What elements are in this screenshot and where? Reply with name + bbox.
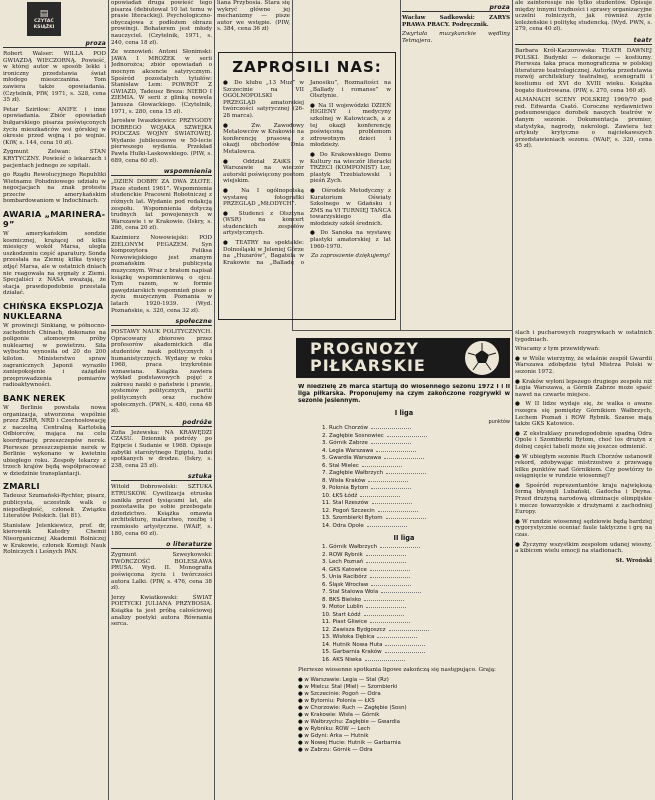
league-2-title: II liga [393, 534, 415, 542]
points-blank [387, 436, 427, 437]
team-row [322, 604, 510, 612]
match-row-label: ● w Nowej Hucie: Hutnik — Garbarnia [298, 739, 401, 746]
obituary-text: Tadeusz Szumański-Rychter, pisarz, publicysta, uczestnik walk o niepodległość, członek Związku Literatów Polskich. (lat 81). [3, 493, 106, 520]
section-label: sztuka [111, 473, 212, 481]
badge-label: CZYTAĆ KSIĄŻKI [33, 19, 55, 30]
column-rule [108, 0, 109, 800]
invitation-item: ● TEATRY na spektakle: Dolnośląski w Jeleniej Górze na „Huzarów”, Bagatela w Krakowie na „Balladę o Janosiku”, Rozmaitości na „Ballady i romanse” w Olsztynie. [223, 80, 391, 266]
football-forecast-header [296, 334, 510, 382]
team-row-label: 12. Zawisza Bydgoszcz [322, 626, 386, 633]
section-rule [292, 330, 512, 331]
invitation-item: ● Do klubu „13 Muz” w Szczecinie na VII OGÓLNOPOLSKI PRZEGLĄD amatorskiej twórczości satyrycznej (26-28 marca). [223, 80, 304, 119]
team-row [322, 634, 510, 642]
team-row [322, 612, 510, 620]
match-row [298, 733, 510, 740]
team-row-label: 7. Zagłębie Wałbrzych [322, 470, 384, 476]
review-text: ALMANACH SCENY POLSKIEJ 1969/70 pod red. Edwarda Csató. Coroczne wydawnictwo podsumowujące dorobek naszych teatrów w danym sezonie. Dokumentacja premier, statystyka, nagrody, nekrologi. Zawiera też artykuły krytyczne o najciekawszych przedstawieniach sezonu. (WAiF, s. 320, cena 45 zł). [515, 97, 652, 150]
forecast-title [310, 340, 426, 374]
team-row [322, 657, 510, 665]
invitation-thanks: Za zaproszenie dziękujemy! [311, 253, 390, 260]
match-row-label: ● w Krakowie: Wisła — Górnik [298, 711, 380, 718]
news-text: W prowincji Sinkiang, w północno-zachodnich Chinach, dokonano na poligonie atomowym próby nuklearnej w powietrzu. Siła wybuchu wynosiła od 20 do 200 kiloton. Ministerstwo spraw zagranicznych Japonii wyraziło zaniepokojenie i zażądało przeprowadzenia pomiarów radioaktywności. [3, 323, 106, 389]
team-row [322, 589, 510, 597]
team-row-label: 2. Zagłębie Sosnowiec [322, 432, 384, 439]
team-row [322, 463, 510, 471]
points-blank [370, 622, 410, 623]
points-blank [371, 428, 411, 429]
points-blank [385, 645, 425, 646]
forecast-text: ● Życzymy wszystkim zespołom udanej wiosny, a kibicom wielu emocji na stadionach. [515, 541, 652, 555]
review-text: Jerzy Kwiatkowski: ŚWIAT POETYCKI JULIANA PRZYBOSIA. Książka ta jest próbą całościowej analizy poetyki autora Równania serca. [111, 594, 212, 628]
match-row [298, 677, 510, 684]
column-rule [400, 0, 401, 330]
column-2 [111, 0, 212, 800]
league-1-table [298, 425, 510, 530]
invitation-item: ● Zw. Zawodowy Metalowców w Krakowie na konferencję prasową z okazji obchodów Dnia Metalowca. [223, 122, 304, 155]
column-rule [512, 0, 513, 800]
invitations-title: ZAPROSILI NAS: [232, 58, 382, 76]
team-row [322, 515, 510, 523]
match-row-label: ● w Szczecinie: Pogoń — Odra [298, 690, 381, 697]
invitations-box [218, 52, 396, 320]
review-text: Wacław Sadkowski: ZARYS PRAWA PRACY. Podręcznik. [402, 15, 510, 28]
team-row [322, 485, 510, 493]
review-text: Jarosław Iwaszkiewicz: PRZYGODY DOBREGO WOJAKA SZWEJKA PODCZAS WOJNY ŚWIATOWEJ. Wydanie jubileuszowe w 50-lecie pierwszego wydania. Przekład Pawła Hulki-Laskowskiego. (PIW, s. 689, cena 60 zł). [111, 118, 212, 164]
team-row [322, 478, 510, 486]
forecast-title-line2: PIŁKARSKIE [310, 356, 426, 375]
invitation-item: ● Oddział ZAiKS w Warszawie na wieczór autorski poświęcony poetom wiejskim. [223, 158, 304, 185]
review-text: Kazimierz Nowowiejski: POD ZIELONYM PEGAZEM. Syn kompozytora Feliksa Nowowiejskiego jest znanym poznańskim publicystą muzycznym. Wraz z bratem napisał książkę wspomnieniową o ojcu. Tym razem, w formie gawędziarskich wspomnień pisze o życiu muzycznym Poznania w latach 1920-1939. (Wyd. Poznańskie, s. 320, cena 32 zł). [111, 235, 212, 314]
review-text: Zofia Jeżewska: NA KRAWĘDZI CZASU. Dziennik podróży po Egipcie i Sudanie w 1968. Opisuje zabytki starożytnego Egiptu, ludzi spotkanych w drodze. (Iskry, s. 238, cena 25 zł). [111, 429, 212, 469]
points-blank [366, 562, 406, 563]
league-1-title: I liga [394, 409, 414, 417]
match-row [298, 740, 510, 747]
points-blank [364, 600, 404, 601]
team-row-label: 9. Polonia Bytom [322, 485, 369, 491]
forecast-title-line1: PROGNOZY [310, 339, 419, 358]
football-icon [464, 340, 500, 376]
match-row [298, 684, 510, 691]
team-row-label: 11. Piast Gliwice [322, 619, 368, 625]
team-row-label: 10. Start Łódź [322, 611, 361, 618]
team-row [322, 425, 510, 433]
review-text: Robert Walser: WILLA POD GWIAZDĄ WIECZORNĄ. Powieść, w której autor w sposób lekki i ironiczny przedstawia świat młodego mieszczanina. Tom zawiera także opowiadania. (Czytelnik, PIW, 1971, s. 328, cena 35 zł). [3, 51, 106, 104]
match-row-label: ● w Gdyni: Arka — Hutnik [298, 732, 369, 739]
review-text: opowiadań druga powieść tego pisarza (debiutował 10 lat temu w prasie literackiej). Psychologiczno-obyczajowa z podłożem obrazu prowincji. Bohaterem jest młody nauczyciel. (Czytelnik, 1971, s. 240, cena 18 zł). [111, 0, 212, 46]
author-signature: St. Wroński [615, 557, 652, 564]
team-row-label: 15. Garbarnia Kraków [322, 649, 382, 655]
team-row-label: 1. Górnik Wałbrzych [322, 544, 378, 550]
invitation-item: ● Ośrodek Metodyczny z Kuratorium Oświaty Szkolnego w Gdańsku i ZMS na VI TURNIEJ TAŃCA towarzyskiego dla młodzieży szkół średnich. [310, 187, 391, 227]
points-blank [385, 652, 425, 653]
match-list [298, 677, 510, 754]
match-row-label: ● w Warszawie: Legia — Stal (Rz) [298, 676, 389, 683]
forecast-text: ● W ubiegłym sezonie Ruch Chorzów ustanowił rekord, zdobywając mistrzostwo z przewagą kilku punktów nad Górnikiem. Czy powtórzy to osiągnięcie w rundzie wiosennej? [515, 453, 652, 480]
team-row [322, 455, 510, 463]
team-row [322, 433, 510, 441]
review-text: „DZIEŃ DOBRY ZA DWA ZŁOTE. Pisze student 1961”. Wspomnienia studenckie Pracowni Robotniczej z różnych lat. Wydanie pod redakcją zespołu. Wspomnienia dotyczą trudnych lat powojennych w Warszawie i w Krakowie. (Iskry, s. 286, cena 20 zł). [111, 179, 212, 232]
team-row [322, 493, 510, 501]
column-rule [214, 0, 215, 800]
news-headline: AWARIA „MARINERA-9” [3, 209, 106, 230]
review-text: Petar Sziriłow: ANIFE i inne opowiadania. Zbiór opowiadań bułgarskiego pisarza poświęconych życiu mieszkańców wsi górskiej w okresie przed wojną i po wojnie. (KiW, s. 144, cena 10 zł). [3, 106, 106, 146]
points-blank [377, 637, 417, 638]
match-row [298, 719, 510, 726]
section-label: podróże [111, 419, 212, 427]
team-row [322, 544, 510, 552]
invitation-item: ● Na II wojewódzki DZIEŃ HIGIENY i medycyny szkolnej w Katowicach, a z tej okazji konferencję poświęconą problemom zdrowotnym dzieci i młodzieży. [310, 102, 391, 149]
points-blank [386, 473, 426, 474]
news-text: W Berlinie powstała nowa organizacja, utworzona wspólnie przez ZSRR, NRD i Czechosłowację z naczelną Centralną Kartoteką Odbiorców, mająca na celu koordynację przeszczepów nerek. Pierwsze przeszczepienie nerek w Berlinie wykonano w kwietniu ubiegłego roku. Zespoły lekarzy z trzech krajów będą współpracować w dziedzinie transplantacji. [3, 404, 106, 477]
invitation-item: ● Na I ogólnopolską wystawę fotografiki PRZEGLĄD „MŁODYCH”. [223, 187, 304, 208]
team-row-label: 7. Stal Stalowa Wola [322, 589, 379, 595]
forecast-text: ● Kraków wyłoni lepszego drugiego zespołu niż Legia Warszawa, a Górnik Zabrze może spaść nawet na czwarte miejsce. [515, 378, 652, 398]
forecast-text: ● W rundzie wiosennej sędziowie będą bardziej rygorystycznie oceniać faule taktyczne i grę na czas. [515, 518, 652, 539]
match-row [298, 712, 510, 719]
forecast-text: Wracamy z tym przewidywań: [515, 346, 600, 353]
points-blank [360, 496, 400, 497]
team-row [322, 559, 510, 567]
book-icon: ▤ [39, 9, 49, 19]
team-row-label: 1. Ruch Chorzów [322, 425, 369, 431]
obituary-text: Stanisław Jelenkiewicz, prof. dr, kierownik Katedry Chemii Nieorganicznej Akademii Rolniczej w Krakowie, członek Komisji Nauk Rolniczych i Leśnych PAN. [3, 522, 106, 556]
points-blank [362, 466, 402, 467]
match-row [298, 747, 510, 754]
section-label: wspomnienia [111, 168, 212, 176]
review-text: ale zainteresuje nie tylko studentów. Opisuje między innymi trudności i sprawy organizacyjne uczelni rolniczych, jak również życie koleżeńskie i politykę studencką. (Wyd. PWN, s. 279, cena 40 zł). [515, 0, 652, 33]
section-label: proza [402, 4, 510, 12]
points-blank [368, 481, 408, 482]
forecast-text: ● w Wiśle wierzymy, że właśnie zespół Gwardii Warszawa zdobędzie tytuł Mistrza Polski w sezonie 1972. [515, 355, 652, 375]
team-row [322, 508, 510, 516]
team-row-label: 3. Lech Poznań [322, 559, 364, 565]
review-text: liana Przybosia. Stara się wykryć główne jej mechanizmy — pisze autor we wstępie. (PIW, s. 384, cena 36 zł) [217, 0, 290, 33]
review-text: POSTAWY NAUK POLITYCZNYCH. Opracowany zbiorowo przez profesorów akademickich dla studentów nauk politycznych i humanistycznych. Wydany w roku 1968, praca trzykrotnie wznawiana. Książka zawiera wykład podstawowych pojęć z zakresu nauki o państwie i prawie, systemów politycznych, partii politycznych oraz ruchów społecznych. (PWN, s. 480, cena 48 zł). [111, 329, 212, 415]
matches-intro: Pierwsze wiosenne spotkania ligowe zakończą się następująco. Grają: [298, 667, 496, 673]
points-blank [380, 547, 420, 548]
section-label: teatr [515, 37, 652, 45]
news-headline: CHIŃSKA EKSPLOZJA NUKLEARNA [3, 301, 104, 321]
team-row [322, 500, 510, 508]
match-row [298, 698, 510, 705]
forecast-text: ● W II lidze wydaje się, że walka o awans rozegra się pomiędzy Górnikiem Wałbrzych, Lechem Poznań i ROW Rybnik. Szanse mają także GKS Katowice. [515, 401, 652, 428]
points-blank [386, 518, 426, 519]
review-text: Zygmunt Zelwan: STAN KRYTYCZNY. Powieść o lekarzach i pacjentach jednego ze szpitali. [3, 149, 106, 169]
team-row-label: 13. Szombierki Bytom [322, 515, 383, 521]
points-blank [367, 526, 407, 527]
team-row-label: 4. Legia Warszawa [322, 447, 374, 454]
forecast-intro: W niedzielę 26 marca startują do wiosennego sezonu 1972 I i II liga piłkarska. Proponujemy na czym zakończone rozgrywki w sezonie jesiennym. [298, 384, 510, 404]
team-row-label: 10. ŁKS Łódź [322, 492, 358, 499]
team-row [322, 574, 510, 582]
points-blank [378, 511, 418, 512]
team-row [322, 597, 510, 605]
match-row [298, 726, 510, 733]
team-row-label: 12. Pogoń Szczecin [322, 507, 375, 514]
league-2-table [298, 544, 510, 664]
points-blank [376, 451, 416, 452]
review-text: Barbara Król-Kaczorowska: TEATR DAWNEJ POLSKI. Budynki — dekoracje — kostiumy. Pierwsza taka praca monograficzna w polskiej literaturze teatrologicznej. Autorka przedstawia rozwój architektury teatralnej, scenografii i kostiumu od XVI do XVIII wieku. Książka bogato ilustrowana. (PIW, s. 270, cena 160 zł). [515, 47, 652, 94]
match-row-label: ● w Rybniku: ROW — Lech [298, 725, 371, 732]
team-row [322, 470, 510, 478]
team-row [322, 649, 510, 657]
column-6 [515, 330, 652, 798]
match-row [298, 705, 510, 712]
news-text: W amerykańskim sondzie kosmicznej, krążącej od kilku miesięcy wokół Marsa, uległa uszkodzeniu część aparatury. Sonda przesłała na Ziemię kilka tysięcy zdjęć Marsa, ale w ostatnich dniach nie reagowała na sygnały z Ziemi. Specjaliści z NASA uważają, że stacja prawdopodobnie przestała działać. [3, 231, 106, 297]
forecast-text: ● Spośród reprezentantów kraju największą formą błysnęli Lubański, Gadocha i Deyna. Przed drużyną narodową eliminacje olimpijskie i mecze towarzyskie z drużynami z zachodniej Europy. [515, 482, 652, 516]
points-blank [364, 615, 404, 616]
forecast-body [298, 384, 510, 798]
team-row-label: 5. Gwardia Warszawa [322, 455, 382, 461]
match-row-label: ● w Mielcu: Stal (Miel) — Szombierki [298, 683, 398, 690]
forecast-text: ● Z ekstraklasy prawdopodobnie spadną Odra Opole i Szombierki Bytom, choć los drużyn z dolnej części tabeli może się jeszcze odmienić. [515, 430, 652, 450]
points-blank [389, 630, 429, 631]
team-row [322, 523, 510, 531]
forecast-text: ślach i pucharowych rozgrywkach w ostatnich tygodniach. [515, 330, 652, 343]
points-blank [371, 585, 411, 586]
news-headline: ZMARLI [3, 481, 40, 492]
team-row-label: 5. Unia Racibórz [322, 574, 367, 580]
team-row [322, 642, 510, 650]
team-row [322, 552, 510, 560]
match-row-label: ● w Bytomiu: Polonia — ŁKS [298, 697, 375, 704]
points-blank [365, 660, 405, 661]
points-blank [370, 577, 410, 578]
books-badge [27, 2, 61, 36]
team-row-label: 4. GKS Katowice [322, 566, 367, 573]
points-blank [381, 592, 421, 593]
team-row-label: 16. AKS Niwka [322, 656, 362, 663]
review-text: Witold Dobrowolski: SZTUKA ETRUSKÓW. Cywilizacja etruska zanikła przed tysiącami lat, ale pozostawiła po sobie przebogate dziedzictwo. Książka omawia architekturę, malarstwo, rzeźbę i rzemiosło artystyczne. (WAiF, s. 180, cena 60 zł). [111, 484, 212, 537]
team-row-label: 2. ROW Rybnik [322, 551, 363, 558]
points-blank [366, 555, 406, 556]
match-row-label: ● w Chorzowie: Ruch — Zagłębie (Sosn) [298, 704, 407, 711]
team-row-label: 13. Wisłoka Dębica [322, 634, 375, 640]
review-text: Zygmunt Szweykowski: TWÓRCZOŚĆ BOLESŁAWA PRUSA. Wyd. II. Monografia poświęcona życiu i twórczości autora Lalki. (PIW, s. 476, cena 38 zł). [111, 552, 212, 592]
points-blank [384, 458, 424, 459]
team-row [322, 448, 510, 456]
team-row-label: 11. Stal Rzeszów [322, 500, 369, 506]
team-row-label: 14. Odra Opole [322, 522, 364, 529]
points-header: punktów [488, 419, 510, 425]
team-row-label: 8. BKS Bielsko [322, 596, 362, 603]
team-row-label: 14. Hutnik Nowa Huta [322, 641, 383, 648]
team-row-label: 6. Śląsk Wrocław [322, 581, 369, 588]
review-text: Ze wznowień: Antoni Słonimski: JAWA I MROŻEK w serii Jednorożca; zbiór opowiadań o mocnym akcencie satyrycznym. Spośród pozostałych tytułów: Stanisław Lem: POWRÓT Z GWIAZD, Tadeusz Breza: NIEBO I ZIEMIA. W serii z glinką nowela Janusza Głowackiego. (Czytelnik, 1971, s. 280, cena 15 zł). [111, 49, 212, 115]
team-row [322, 567, 510, 575]
column-5 [515, 0, 652, 328]
invitation-item: ● Do Sanoka na wystawę plastyki amatorskiej z lat 1960-1970. [310, 230, 391, 250]
column-1 [3, 0, 106, 800]
section-label: proza [3, 40, 106, 48]
points-blank [371, 443, 411, 444]
news-text: go Rządu Rewolucyjnego Republiki Wietnamu Południowego udziału w negocjacjach na znak protestu przeciw amerykańskim bombardowaniom w Indochinach. [3, 172, 106, 205]
column-4 [402, 0, 510, 50]
invitation-item: ● Do Krakowskiego Domu Kultury na wieczór literacki TRZECI (KOMPONIST) Lor, plastyk Trzebiatowski i pieśń Zych. [310, 151, 391, 185]
team-row-label: 8. Wisła Kraków [322, 477, 366, 484]
points-blank [372, 503, 412, 504]
points-blank [370, 570, 410, 571]
team-row-label: 3. Górnik Zabrze [322, 440, 368, 446]
team-row [322, 440, 510, 448]
team-row-label: 9. Motor Lublin [322, 604, 364, 610]
news-headline: BANK NEREK [3, 392, 66, 403]
invitation-item: ● Studenci z Olsztyna (WSR) na koncert studenckich zespołów artystycznych. [223, 210, 304, 237]
points-blank [371, 488, 411, 489]
match-row-label: ● w Wałbrzychu: Zagłębie — Gwardia [298, 718, 400, 725]
team-row-label: 6. Stal Mielec [322, 462, 359, 469]
match-row [298, 691, 510, 698]
team-row [322, 582, 510, 590]
team-row [322, 619, 510, 627]
team-row [322, 627, 510, 635]
points-blank [366, 607, 406, 608]
match-row-label: ● w Zabrzu: Górnik — Odra [298, 746, 373, 753]
review-text: Zwyrtała muzykanckie wędliny Tetmajera. [402, 31, 510, 44]
section-label: o literaturze [111, 541, 212, 549]
section-label: społeczne [111, 318, 212, 326]
